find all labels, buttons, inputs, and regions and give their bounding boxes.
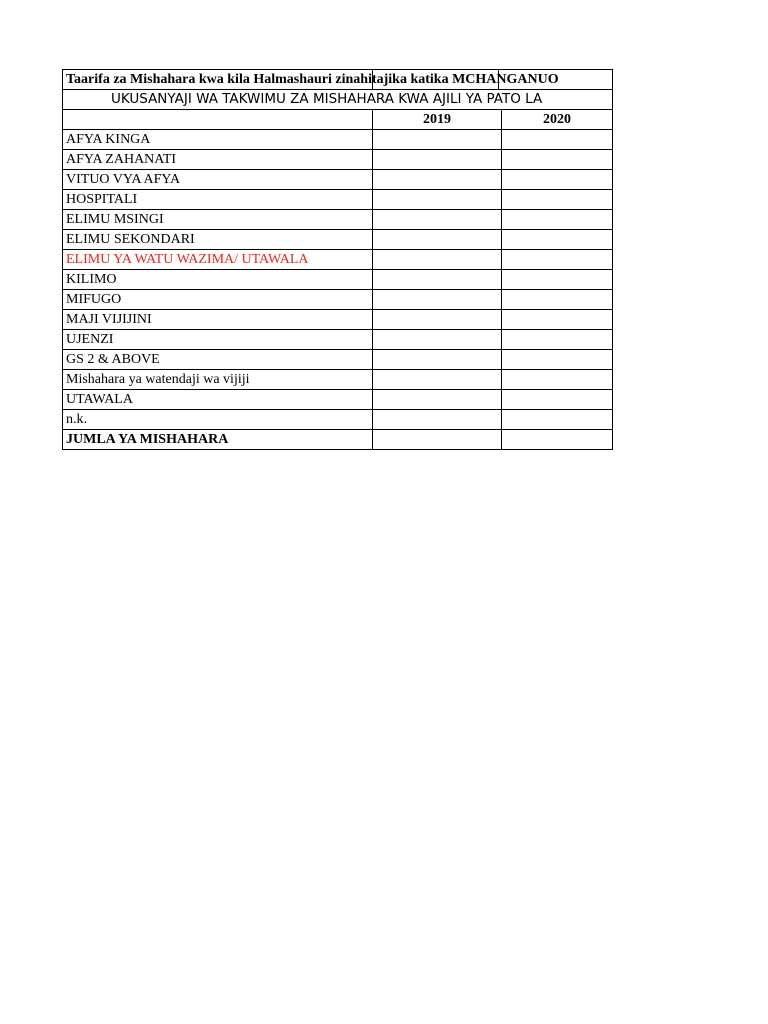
- value-2019-cell[interactable]: [373, 130, 502, 150]
- table-row: [63, 390, 613, 410]
- salary-table: [62, 69, 613, 450]
- row-label-cell[interactable]: HOSPITALI: [63, 190, 373, 210]
- header-label-cell[interactable]: [63, 110, 373, 130]
- value-2019-cell[interactable]: [373, 190, 502, 210]
- table-row: [63, 370, 613, 390]
- sheet-subtitle: UKUSANYAJI WA TAKWIMU ZA MISHAHARA KWA AJILI YA PATO LA: [111, 91, 543, 107]
- row-label-cell[interactable]: Mishahara ya watendaji wa vijiji: [63, 370, 373, 390]
- value-2020-cell[interactable]: [502, 150, 613, 170]
- table-row: [63, 170, 613, 190]
- row-label-cell[interactable]: ELIMU YA WATU WAZIMA/ UTAWALA: [63, 250, 373, 270]
- subtitle-row: [63, 90, 613, 110]
- table-row: [63, 310, 613, 330]
- row-label-cell[interactable]: ELIMU SEKONDARI: [63, 230, 373, 250]
- table-row: [63, 410, 613, 430]
- value-2019-cell[interactable]: [373, 350, 502, 370]
- value-2020-cell[interactable]: [502, 430, 613, 450]
- value-2019-cell[interactable]: [373, 310, 502, 330]
- value-2019-cell[interactable]: [373, 250, 502, 270]
- value-2020-cell[interactable]: [502, 250, 613, 270]
- row-label-cell[interactable]: UTAWALA: [63, 390, 373, 410]
- value-2020-cell[interactable]: [502, 310, 613, 330]
- value-2020-cell[interactable]: [502, 210, 613, 230]
- year-2019-header[interactable]: 2019: [373, 110, 502, 130]
- row-label-cell[interactable]: JUMLA YA MISHAHARA: [63, 430, 373, 450]
- row-label-cell[interactable]: KILIMO: [63, 270, 373, 290]
- value-2020-cell[interactable]: [502, 270, 613, 290]
- value-2019-cell[interactable]: [373, 330, 502, 350]
- value-2019-cell[interactable]: [373, 270, 502, 290]
- row-label-cell[interactable]: MIFUGO: [63, 290, 373, 310]
- value-2019-cell[interactable]: [373, 210, 502, 230]
- row-label-cell[interactable]: UJENZI: [63, 330, 373, 350]
- value-2020-cell[interactable]: [502, 390, 613, 410]
- table-row: [63, 270, 613, 290]
- value-2020-cell[interactable]: [502, 410, 613, 430]
- value-2019-cell[interactable]: [373, 290, 502, 310]
- row-label-cell[interactable]: ELIMU MSINGI: [63, 210, 373, 230]
- table-row: [63, 430, 613, 450]
- row-label-cell[interactable]: MAJI VIJIJINI: [63, 310, 373, 330]
- year-2020-header[interactable]: 2020: [502, 110, 613, 130]
- subtitle-cell[interactable]: [63, 90, 613, 110]
- table-row: [63, 130, 613, 150]
- value-2020-cell[interactable]: [502, 170, 613, 190]
- value-2019-cell[interactable]: [373, 410, 502, 430]
- table-row: [63, 210, 613, 230]
- title-cell[interactable]: [63, 70, 613, 90]
- table-row: [63, 150, 613, 170]
- row-label-cell[interactable]: AFYA KINGA: [63, 130, 373, 150]
- header-row: [63, 110, 613, 130]
- table-row: [63, 250, 613, 270]
- value-2020-cell[interactable]: [502, 130, 613, 150]
- table-row: [63, 290, 613, 310]
- row-label-cell[interactable]: AFYA ZAHANATI: [63, 150, 373, 170]
- spreadsheet: [62, 69, 613, 450]
- data-rows: [63, 130, 613, 450]
- row-label-cell[interactable]: n.k.: [63, 410, 373, 430]
- table-row: [63, 350, 613, 370]
- row-label-cell[interactable]: GS 2 & ABOVE: [63, 350, 373, 370]
- value-2019-cell[interactable]: [373, 170, 502, 190]
- table-row: [63, 230, 613, 250]
- value-2019-cell[interactable]: [373, 430, 502, 450]
- value-2020-cell[interactable]: [502, 330, 613, 350]
- value-2020-cell[interactable]: [502, 290, 613, 310]
- value-2019-cell[interactable]: [373, 150, 502, 170]
- value-2019-cell[interactable]: [373, 390, 502, 410]
- value-2020-cell[interactable]: [502, 350, 613, 370]
- title-row: [63, 70, 613, 90]
- table-row: [63, 330, 613, 350]
- sheet-title: Taarifa za Mishahara kwa kila Halmashauri zinahitajika katika MCHANGANUO: [66, 72, 559, 87]
- value-2020-cell[interactable]: [502, 230, 613, 250]
- row-label-cell[interactable]: VITUO VYA AFYA: [63, 170, 373, 190]
- value-2020-cell[interactable]: [502, 190, 613, 210]
- value-2020-cell[interactable]: [502, 370, 613, 390]
- value-2019-cell[interactable]: [373, 370, 502, 390]
- table-row: [63, 190, 613, 210]
- value-2019-cell[interactable]: [373, 230, 502, 250]
